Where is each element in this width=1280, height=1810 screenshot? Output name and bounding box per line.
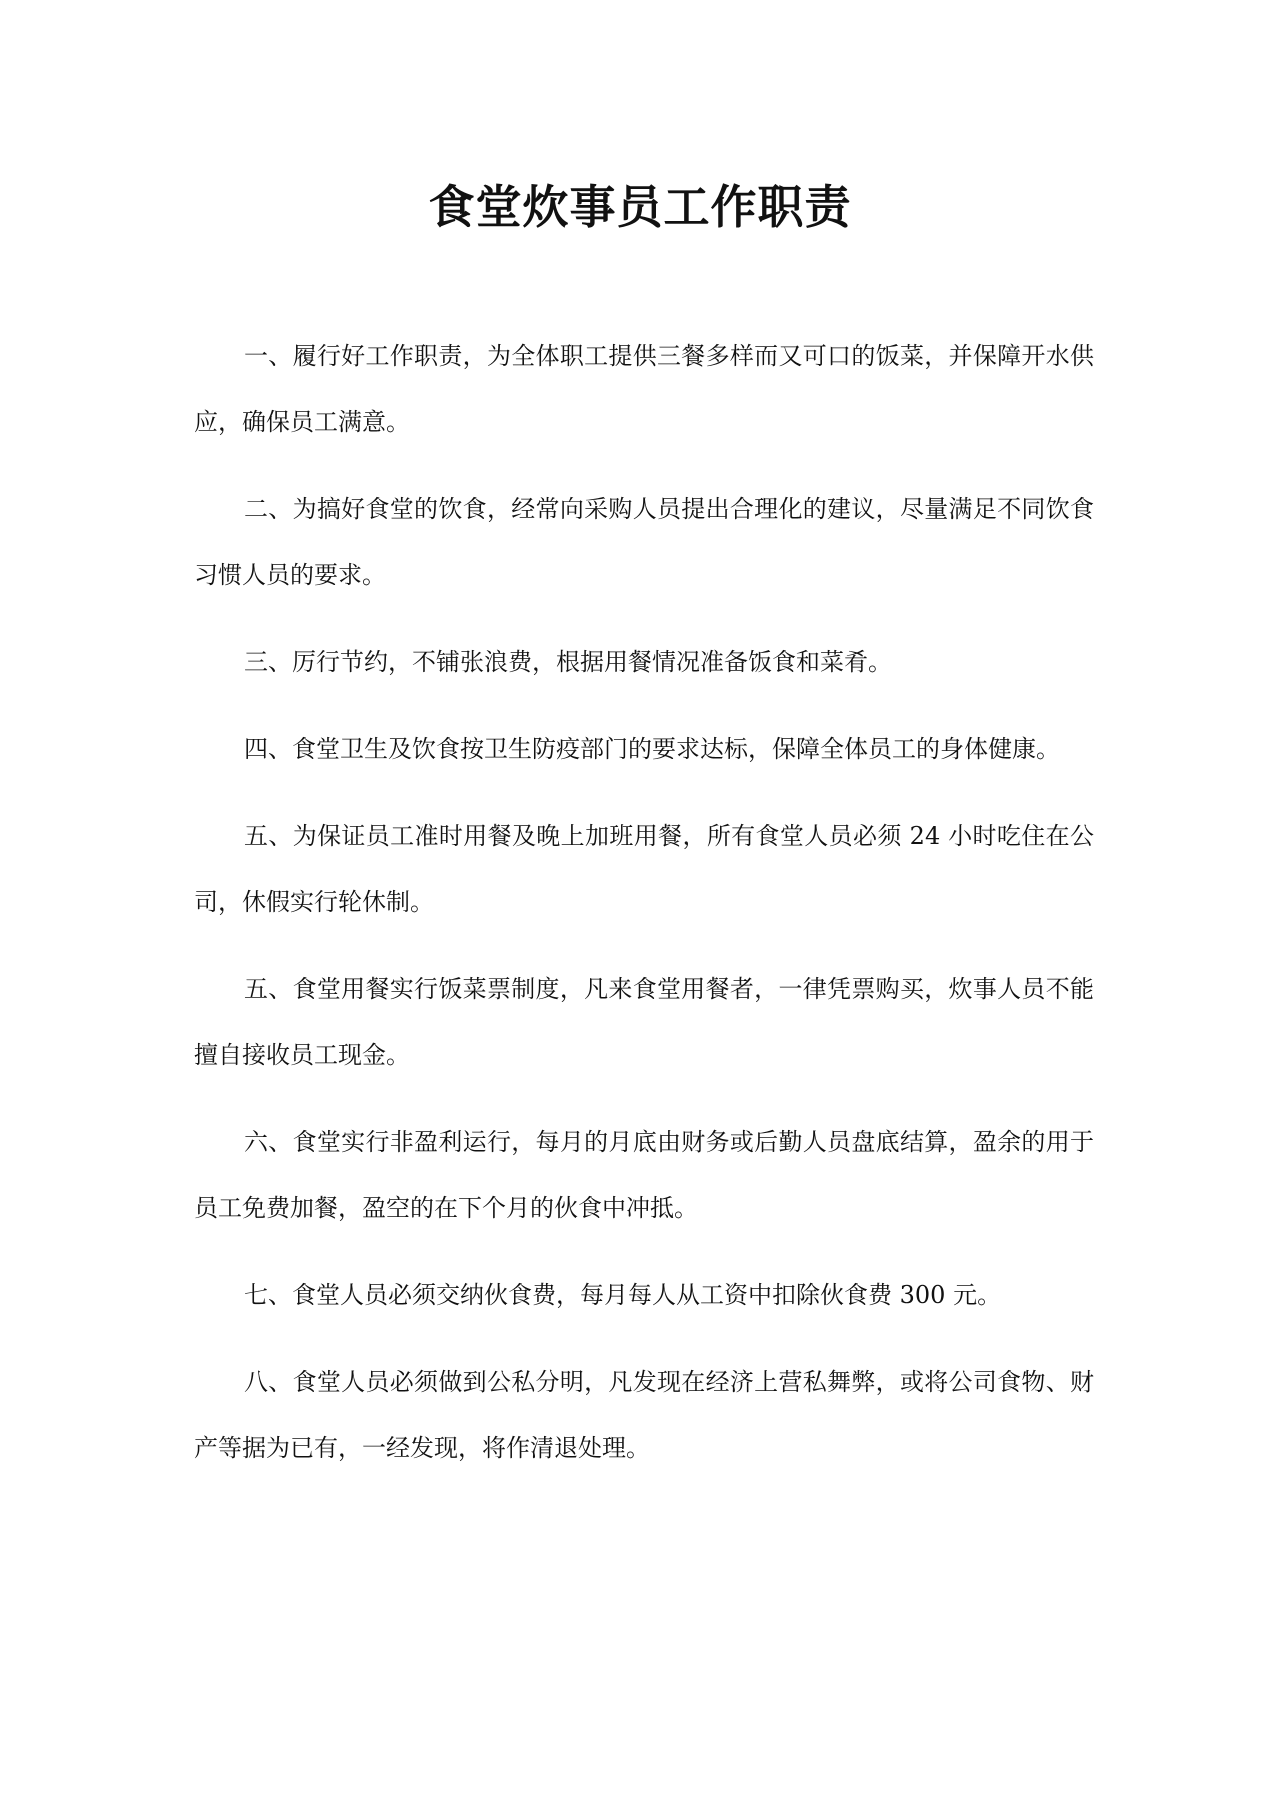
paragraph-6: 五、食堂用餐实行饭菜票制度，凡来食堂用餐者，一律凭票购买，炊事人员不能擅自接收员工现金。 — [194, 975, 1094, 1069]
document-body — [194, 323, 1094, 1502]
paragraph-8: 七、食堂人员必须交纳伙食费，每月每人从工资中扣除伙食费 300 元。 — [244, 1281, 1002, 1309]
paragraph-3: 三、厉行节约，不铺张浪费，根据用餐情况准备饭食和菜肴。 — [244, 648, 892, 676]
paragraph-2: 二、为搞好食堂的饮食，经常向采购人员提出合理化的建议，尽量满足不同饮食习惯人员的要求。 — [194, 495, 1094, 589]
paragraph-4: 四、食堂卫生及饮食按卫生防疫部门的要求达标，保障全体员工的身体健康。 — [244, 735, 1060, 763]
paragraph-7: 六、食堂实行非盈利运行，每月的月底由财务或后勤人员盘底结算，盈余的用于员工免费加餐，盈空的在下个月的伙食中冲抵。 — [194, 1128, 1094, 1222]
paragraph-1: 一、履行好工作职责，为全体职工提供三餐多样而又可口的饭菜，并保障开水供应，确保员工满意。 — [194, 342, 1094, 436]
paragraph-5: 五、为保证员工准时用餐及晚上加班用餐，所有食堂人员必须 24 小时吃住在公司，休假实行轮休制。 — [194, 822, 1094, 916]
document-title: 食堂炊事员工作职责 — [428, 180, 852, 234]
paragraph-9: 八、食堂人员必须做到公私分明，凡发现在经济上营私舞弊，或将公司食物、财产等据为已有，一经发现，将作清退处理。 — [194, 1368, 1094, 1462]
